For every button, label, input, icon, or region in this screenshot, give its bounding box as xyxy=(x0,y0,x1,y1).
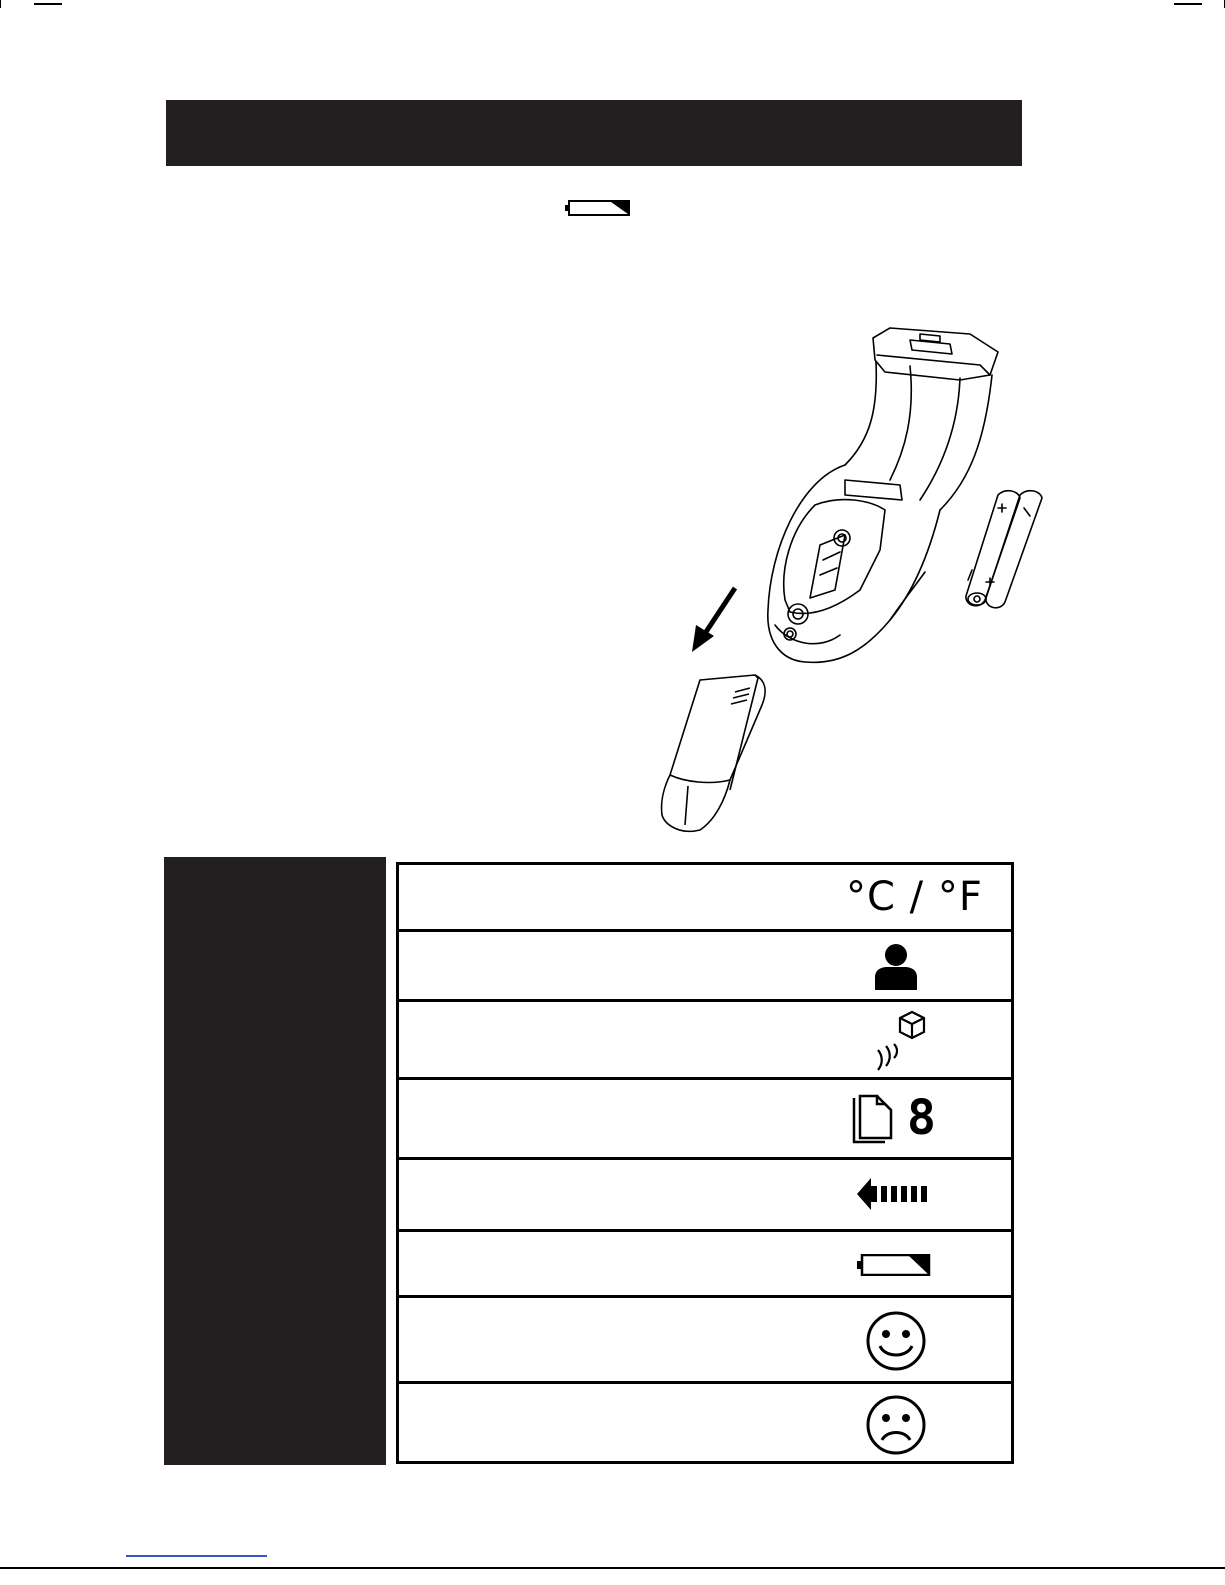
low-battery-icon xyxy=(857,1254,931,1276)
measuring-arrow-icon xyxy=(857,1176,929,1216)
object-mode-icon xyxy=(864,1008,934,1072)
smiley-face-icon xyxy=(865,1310,927,1372)
symbol-row-memory xyxy=(399,1080,1011,1160)
symbol-row-body-mode xyxy=(399,932,1011,1002)
battery-cover-illustration xyxy=(662,675,766,831)
symbol-row-sad-face xyxy=(399,1384,1011,1464)
remove-cover-arrow-icon xyxy=(692,588,735,652)
celsius-fahrenheit-icon: °C / °F xyxy=(846,874,983,920)
symbol-row-measuring xyxy=(399,1160,1011,1232)
section-title-bar xyxy=(166,100,1022,166)
memory-digit: 8 xyxy=(907,1090,936,1146)
footer-link-underline xyxy=(126,1555,267,1557)
crop-mark-top-left xyxy=(0,0,1,8)
crop-mark-top-left-h xyxy=(34,3,62,5)
crop-mark-top-right-h xyxy=(1174,3,1202,5)
symbol-row-low-battery xyxy=(399,1232,1011,1298)
thermometer-battery-compartment-illustration xyxy=(640,320,1060,840)
display-symbols-table xyxy=(396,862,1014,1464)
symbols-side-panel xyxy=(164,857,386,1465)
low-battery-icon xyxy=(565,200,631,216)
symbol-row-object-mode xyxy=(399,1002,1011,1080)
sad-face-icon xyxy=(865,1394,927,1456)
memory-icon xyxy=(851,1094,895,1146)
symbol-row-smiley xyxy=(399,1298,1011,1384)
bottom-crop-rule xyxy=(0,1567,1225,1569)
symbol-row-units xyxy=(399,865,1011,932)
body-mode-icon xyxy=(871,942,921,992)
